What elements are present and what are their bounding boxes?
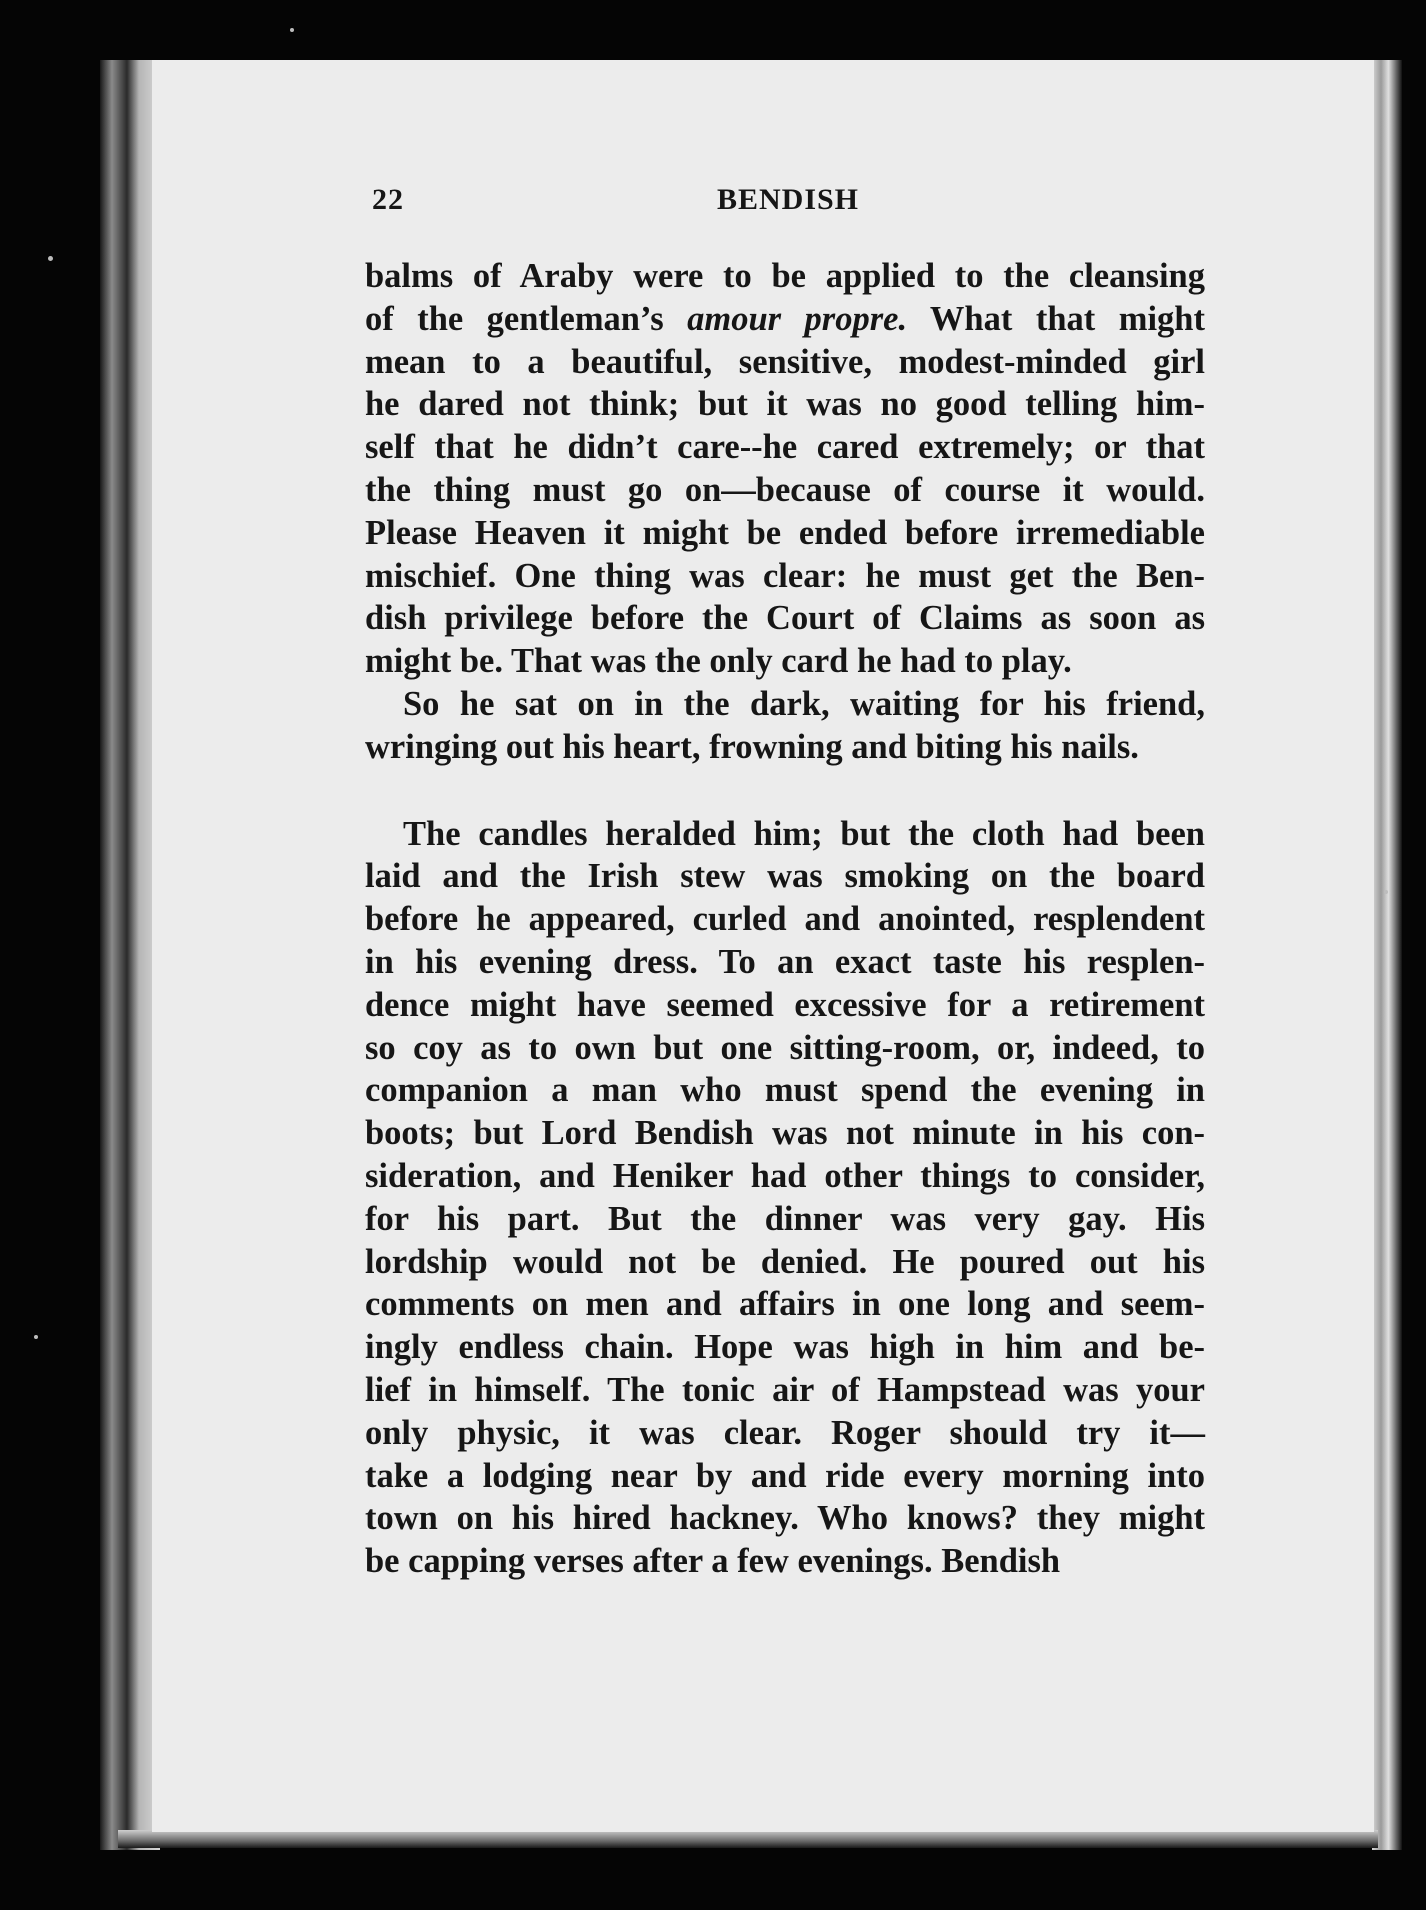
text-segment: wringing out his heart, frowning and biting his nails. xyxy=(365,727,1139,766)
text-segment: so coy as to own but one sitting-room, or, indeed, to xyxy=(365,1028,1205,1067)
text-segment: might be. That was the only card he had to play. xyxy=(365,642,1072,681)
book-spine-left xyxy=(100,60,160,1850)
text-segment: laid and the Irish stew was smoking on the board xyxy=(365,857,1205,896)
text-segment: Please Heaven it might be ended before irremediable xyxy=(365,513,1205,552)
text-line xyxy=(365,1412,1205,1455)
text-line xyxy=(365,1369,1205,1412)
text-line xyxy=(365,512,1205,555)
text-line xyxy=(365,683,1205,726)
text-line xyxy=(365,383,1205,426)
text-line xyxy=(365,1069,1205,1112)
text-segment: sideration, and Heniker had other things to consider, xyxy=(365,1156,1205,1195)
running-head: BENDISH xyxy=(716,183,860,216)
text-line xyxy=(365,984,1205,1027)
text-line xyxy=(365,1112,1205,1155)
text-segment: companion a man who must spend the evening in xyxy=(365,1071,1205,1110)
text-segment: comments on men and affairs in one long and seem- xyxy=(365,1285,1205,1324)
book-edge-right xyxy=(1372,60,1402,1850)
text-segment: What that might xyxy=(907,299,1205,338)
text-segment: lief in himself. The tonic air of Hampstead was your xyxy=(365,1370,1205,1409)
text-line xyxy=(365,726,1205,769)
text-segment: balms of Araby were to be applied to the cleansing xyxy=(365,257,1205,295)
text-segment: dence might have seemed excessive for a retirement xyxy=(365,985,1205,1024)
text-line xyxy=(365,855,1205,898)
italic-phrase: amour propre. xyxy=(687,299,908,338)
text-segment: the thing must go on—because of course it would. xyxy=(365,470,1205,509)
text-line xyxy=(365,298,1205,341)
dust-speck xyxy=(48,256,53,261)
text-segment: for his part. But the dinner was very gay. His xyxy=(365,1199,1205,1238)
text-line xyxy=(365,1241,1205,1284)
text-segment: dish privilege before the Court of Claims as soon as xyxy=(365,599,1205,638)
body-text xyxy=(365,255,1205,1583)
text-segment: lordship would not be denied. He poured out his xyxy=(365,1242,1205,1281)
text-segment: ingly endless chain. Hope was high in him and be- xyxy=(365,1328,1205,1367)
dust-speck xyxy=(290,28,294,32)
text-segment: town on his hired hackney. Who knows? they might xyxy=(365,1499,1205,1538)
text-segment: So he sat on in the dark, waiting for his friend, xyxy=(403,684,1205,723)
text-line xyxy=(365,341,1205,384)
text-segment: mischief. One thing was clear: he must get the Ben- xyxy=(365,556,1205,595)
dust-speck xyxy=(1384,890,1388,894)
text-segment: mean to a beautiful, sensitive, modest-minded girl xyxy=(365,342,1205,381)
text-line xyxy=(365,1198,1205,1241)
page-bottom-edge xyxy=(118,1830,1378,1848)
text-segment: only physic, it was clear. Roger should try it— xyxy=(365,1413,1205,1452)
page-number: 22 xyxy=(372,183,404,216)
text-segment: before he appeared, curled and anointed, resplendent xyxy=(365,900,1205,939)
text-line xyxy=(365,1155,1205,1198)
text-segment: be capping verses after a few evenings. Bendish xyxy=(365,1542,1061,1581)
text-segment: of the gentleman’s xyxy=(365,299,688,338)
text-line xyxy=(365,1027,1205,1070)
text-line xyxy=(365,597,1205,640)
section-break xyxy=(365,769,1205,813)
text-line xyxy=(365,426,1205,469)
text-segment: take a lodging near by and ride every morning into xyxy=(365,1456,1205,1495)
dust-speck xyxy=(34,1335,38,1339)
text-segment: The candles heralded him; but the cloth had been xyxy=(403,814,1205,853)
text-segment: he dared not think; but it was no good telling him- xyxy=(365,385,1205,424)
text-line xyxy=(365,555,1205,598)
page-header xyxy=(372,183,1204,223)
text-line xyxy=(365,1283,1205,1326)
text-line xyxy=(365,469,1205,512)
text-segment: boots; but Lord Bendish was not minute in his con- xyxy=(365,1114,1205,1153)
text-line xyxy=(365,1326,1205,1369)
text-line xyxy=(365,255,1205,298)
text-segment: in his evening dress. To an exact taste his resplen- xyxy=(365,942,1205,981)
text-line xyxy=(365,1455,1205,1498)
text-line xyxy=(365,941,1205,984)
text-line xyxy=(365,1540,1205,1583)
text-line xyxy=(365,1497,1205,1540)
text-line xyxy=(365,640,1205,683)
text-segment: self that he didn’t care--he cared extremely; or that xyxy=(365,428,1205,467)
text-line xyxy=(365,898,1205,941)
text-line xyxy=(365,813,1205,856)
